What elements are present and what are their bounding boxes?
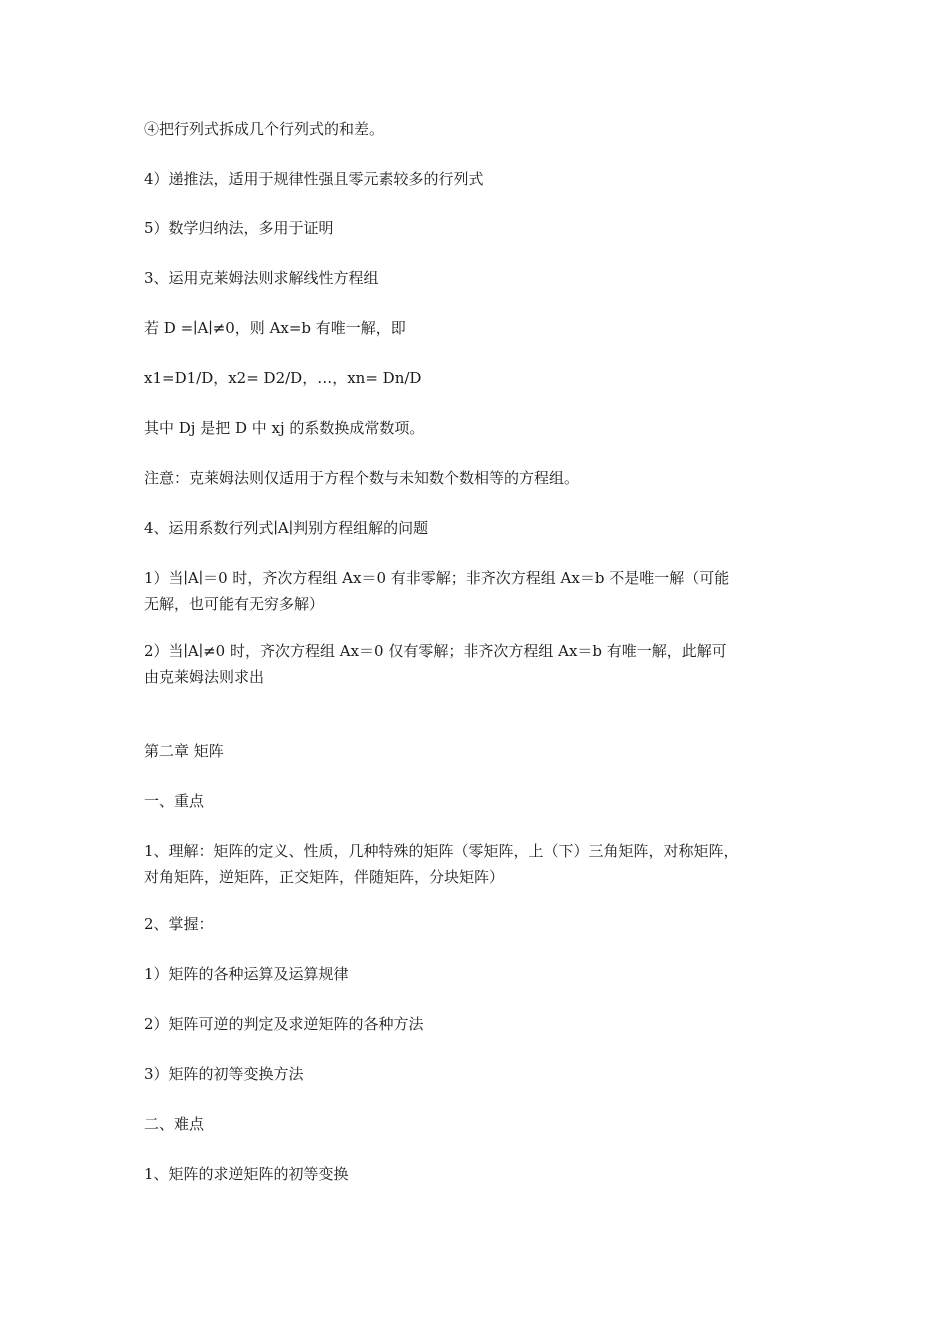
paragraph-matrix-inverse: 2）矩阵可逆的判定及求逆矩阵的各种方法: [144, 1015, 424, 1033]
paragraph-matrix-operations: 1）矩阵的各种运算及运算规律: [144, 965, 349, 983]
paragraph-line: 无解，也可能有无穷多解）: [144, 595, 325, 613]
chapter-title: 第二章 矩阵: [144, 742, 224, 760]
paragraph-split-determinant: ④把行列式拆成几个行列式的和差。: [144, 120, 385, 138]
paragraph-understand-matrices: [144, 838, 814, 890]
paragraph-recursion-method: 4）递推法，适用于规律性强且零元素较多的行列式: [144, 170, 484, 188]
paragraph-line: 1）当∣A∣＝0 时，齐次方程组 Ax＝0 有非零解；非齐次方程组 Ax＝b 不是唯一解（可能: [144, 569, 730, 587]
paragraph-line: 2）当∣A∣≠0 时，齐次方程组 Ax＝0 仅有零解；非齐次方程组 Ax＝b 有唯一解，此解可: [144, 642, 727, 660]
heading-key-points: 一、重点: [144, 792, 205, 810]
paragraph-cramer-note: 注意：克莱姆法则仅适用于方程个数与未知数个数相等的方程组。: [144, 469, 580, 487]
paragraph-cramer-formula: x1=D1/D，x2= D2/D，…，xn= Dn/D: [144, 369, 422, 387]
paragraph-elementary-transform: 3）矩阵的初等变换方法: [144, 1065, 304, 1083]
paragraph-line: 对角矩阵，逆矩阵，正交矩阵，伴随矩阵，分块矩阵）: [144, 868, 505, 886]
paragraph-inverse-by-transform: 1、矩阵的求逆矩阵的初等变换: [144, 1165, 349, 1183]
paragraph-line: 1、理解：矩阵的定义、性质，几种特殊的矩阵（零矩阵，上（下）三角矩阵，对称矩阵，: [144, 842, 739, 860]
heading-master: 2、掌握：: [144, 915, 214, 933]
paragraph-det-zero-case: [144, 565, 814, 617]
paragraph-dj-definition: 其中 Dj 是把 D 中 xj 的系数换成常数项。: [144, 419, 425, 437]
heading-coefficient-determinant: 4、运用系数行列式∣A∣判别方程组解的问题: [144, 519, 429, 537]
heading-cramer-rule: 3、运用克莱姆法则求解线性方程组: [144, 269, 379, 287]
paragraph-det-nonzero-case: [144, 638, 814, 690]
paragraph-induction-method: 5）数学归纳法，多用于证明: [144, 219, 334, 237]
heading-difficulties: 二、难点: [144, 1115, 205, 1133]
paragraph-cramer-condition: 若 D =∣A∣≠0，则 Ax=b 有唯一解，即: [144, 319, 406, 337]
paragraph-line: 由克莱姆法则求出: [144, 668, 265, 686]
